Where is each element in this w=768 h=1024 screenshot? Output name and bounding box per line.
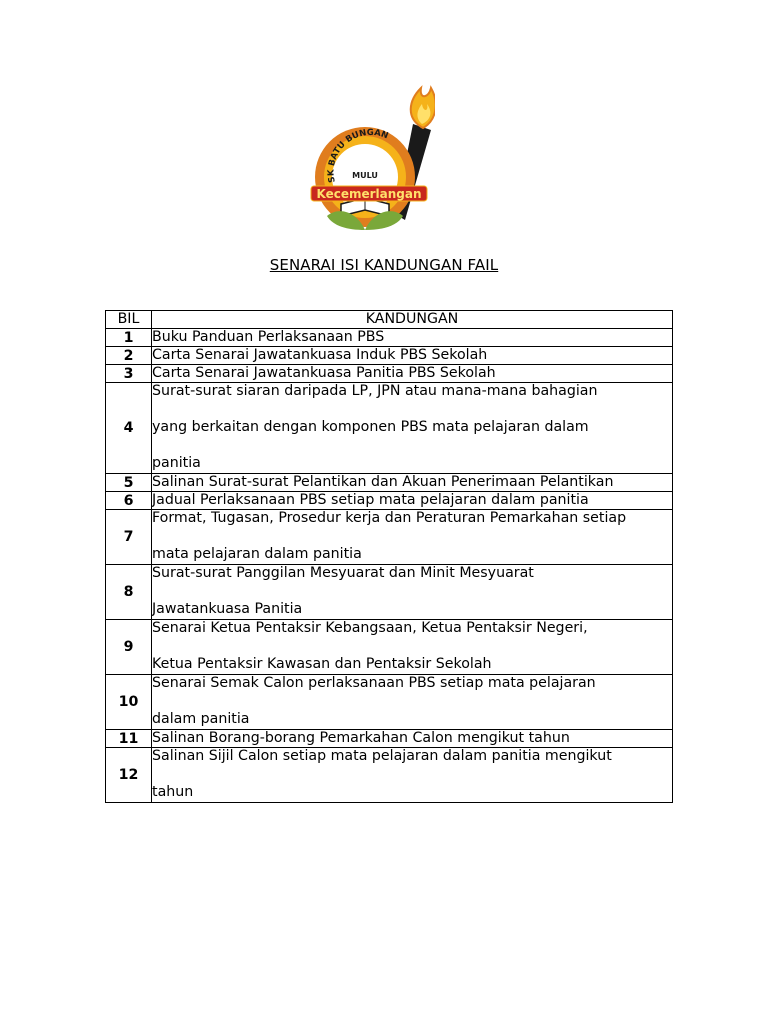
row-number: 3 xyxy=(106,365,152,383)
row-number: 11 xyxy=(106,730,152,748)
row-content xyxy=(152,474,673,492)
content-line: Jawatankuasa Panitia xyxy=(152,601,303,617)
logo-center-text: MULU xyxy=(352,171,378,180)
table-header-row xyxy=(106,311,673,329)
content-line: Carta Senarai Jawatankuasa Panitia PBS Sekolah xyxy=(152,365,496,381)
header-kandungan: KANDUNGAN xyxy=(152,311,673,329)
content-line: dalam panitia xyxy=(152,711,250,727)
row-number: 2 xyxy=(106,347,152,365)
page-title: SENARAI ISI KANDUNGAN FAIL xyxy=(269,256,499,274)
row-number: 9 xyxy=(106,620,152,675)
row-content xyxy=(152,383,673,474)
content-line: Jadual Perlaksanaan PBS setiap mata pelajaran dalam panitia xyxy=(152,492,589,508)
table-row xyxy=(106,510,673,565)
content-line: Senarai Ketua Pentaksir Kebangsaan, Ketua Pentaksir Negeri, xyxy=(152,620,588,636)
content-line: Carta Senarai Jawatankuasa Induk PBS Sekolah xyxy=(152,347,488,363)
content-line: tahun xyxy=(152,784,194,800)
content-line: Buku Panduan Perlaksanaan PBS xyxy=(152,329,385,345)
contents-table xyxy=(105,310,673,803)
row-number: 5 xyxy=(106,474,152,492)
table-row xyxy=(106,492,673,510)
row-number: 4 xyxy=(106,383,152,474)
content-line: yang berkaitan dengan komponen PBS mata pelajaran dalam xyxy=(152,419,589,435)
row-number: 8 xyxy=(106,565,152,620)
table-row xyxy=(106,620,673,675)
row-number: 12 xyxy=(106,748,152,803)
row-number: 1 xyxy=(106,329,152,347)
content-line: Surat-surat siaran daripada LP, JPN atau mana-mana bahagian xyxy=(152,383,598,399)
content-line: Salinan Surat-surat Pelantikan dan Akuan Penerimaan Pelantikan xyxy=(152,474,614,490)
content-line: panitia xyxy=(152,455,201,471)
row-number: 6 xyxy=(106,492,152,510)
content-line: Format, Tugasan, Prosedur kerja dan Peraturan Pemarkahan setiap xyxy=(152,510,627,526)
table-row xyxy=(106,329,673,347)
content-line: Surat-surat Panggilan Mesyuarat dan Minit Mesyuarat xyxy=(152,565,534,581)
logo-banner-text: Kecemerlangan xyxy=(316,187,422,201)
table-row xyxy=(106,365,673,383)
table-row xyxy=(106,730,673,748)
row-number: 7 xyxy=(106,510,152,565)
table-row xyxy=(106,748,673,803)
row-content xyxy=(152,329,673,347)
table-body xyxy=(106,329,673,803)
row-content xyxy=(152,748,673,803)
content-line: Salinan Sijil Calon setiap mata pelajaran dalam panitia mengikut xyxy=(152,748,612,764)
table-row xyxy=(106,383,673,474)
school-logo xyxy=(305,82,435,242)
row-content xyxy=(152,510,673,565)
table-row xyxy=(106,675,673,730)
row-content xyxy=(152,730,673,748)
content-line: mata pelajaran dalam panitia xyxy=(152,546,362,562)
table-row xyxy=(106,347,673,365)
table-row xyxy=(106,565,673,620)
content-line: Ketua Pentaksir Kawasan dan Pentaksir Sekolah xyxy=(152,656,492,672)
row-number: 10 xyxy=(106,675,152,730)
row-content xyxy=(152,565,673,620)
content-line: Salinan Borang-borang Pemarkahan Calon mengikut tahun xyxy=(152,730,570,746)
content-line: Senarai Semak Calon perlaksanaan PBS setiap mata pelajaran xyxy=(152,675,596,691)
header-bil: BIL xyxy=(106,311,152,329)
row-content xyxy=(152,675,673,730)
row-content xyxy=(152,365,673,383)
row-content xyxy=(152,492,673,510)
logo-arc-text: SK BATU BUNGAN xyxy=(326,127,390,184)
table-row xyxy=(106,474,673,492)
row-content xyxy=(152,347,673,365)
row-content xyxy=(152,620,673,675)
